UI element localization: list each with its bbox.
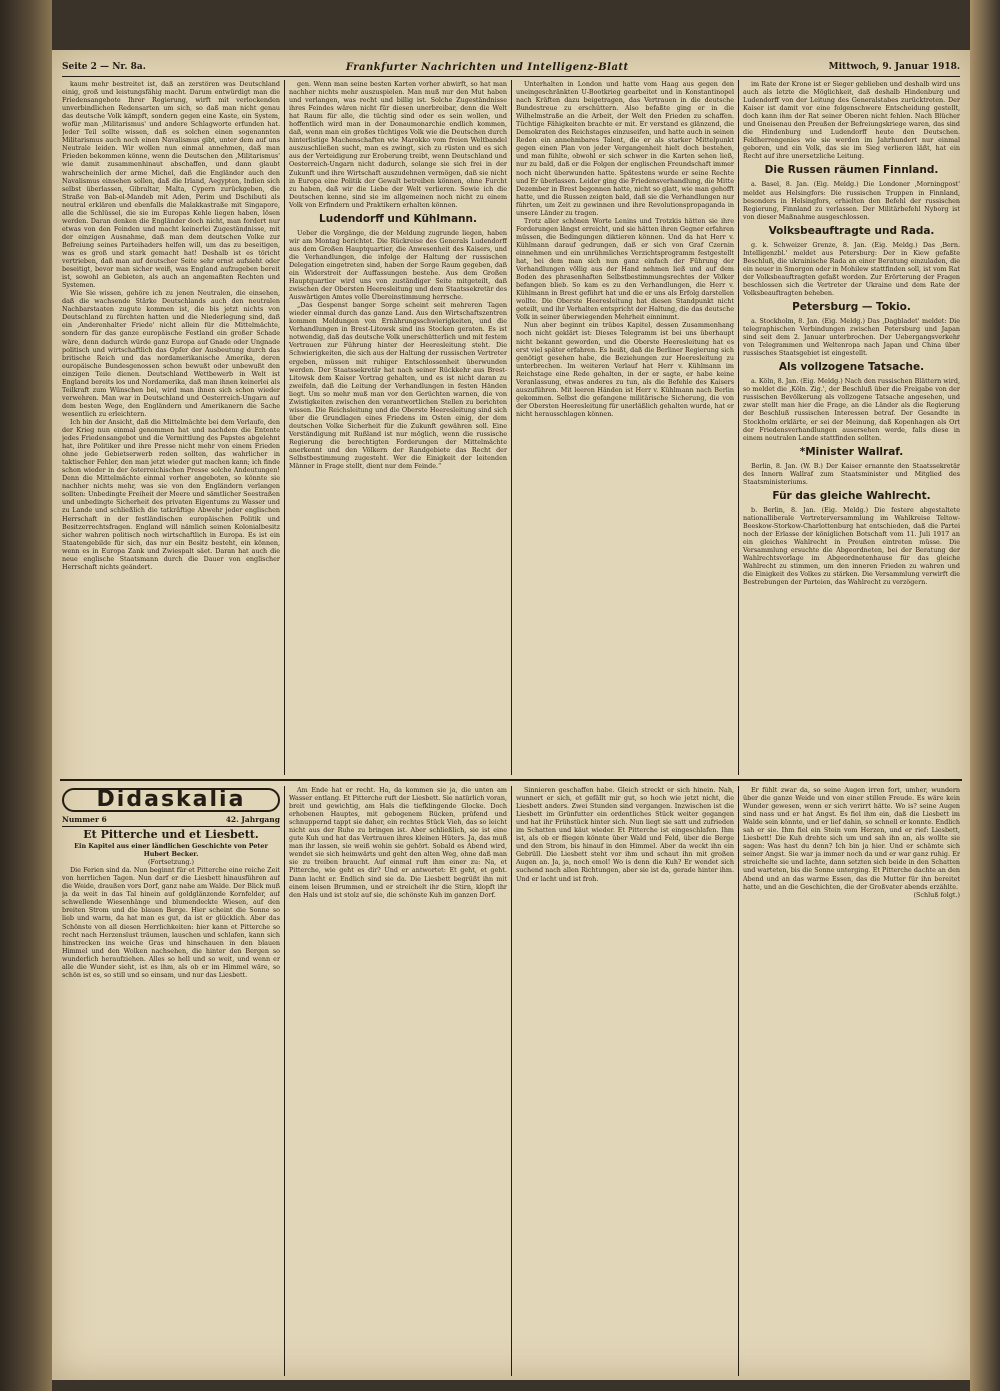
column-divider [284, 786, 285, 1376]
feuilleton-column-2 [289, 786, 507, 1376]
article-heading: Ludendorff und Kühlmann. [319, 212, 477, 225]
feuilleton-year: 42. Jahrgang [225, 815, 280, 825]
column-1 [62, 80, 280, 775]
story-paragraph: Am Ende hat er recht. Ha, da kommen sie ja, die unten am Wasser entlang. Et Pitterche ruft der Liesbett. Sie natürlich voran, breit und gewichtig, am Hals die tiefklingende Glocke. Doch erhobenen Hauptes, mit gebogenem Rücken, prüfend und schnuppernd tappt sie daher, ein rechtes Stück Vieh, das so leicht nicht aus der Ruhe zu bringen ist. Aber schließlich, sie ist eine gute Kuh und hat das Vertrauen ihres kleinen Hüters. Ja, das muß man ihr lassen, sie weiß wohin sie gehört. Sobald es Abend wird, wendet sie sich heimwärts und geht den alten Weg, ohne daß man sie zu treiben braucht. Auf einmal ruft ihm einer zu: Na, et Pitterche, wie geht es dir? Und er antwortet: Et geht, et geht. Dann lacht er. Endlich sind sie da. Die Liesbett begrüßt ihn mit einem leisen Brummen, und er streichelt ihr die Stirn, klopft ihr den Hals und ist stolz auf sie, die schönste Kuh im ganzen Dorf. [289, 786, 507, 899]
column-3-paragraph: Nun aber beginnt ein trübes Kapitel, dessen Zusammenhang noch nicht geklärt ist: Dieses Telegramm ist bei uns überhaupt nicht bekannt geworden, und die Oberste Heeresleitung hat es erst viel später erfahren. Es heißt, daß die Berliner Regierung sich genötigt gesehen habe, die Beziehungen zur Heeresleitung zu unterbrechen. Im weiteren Verlauf hat Herr v. Kühlmann im Reichstage eine Rede gehalten, in der er sagte, er habe keine Veranlassung, etwas anderes zu tun, als die Befehle des Kaisers auszuführen. Mit leeren Händen ist Herr v. Kühlmann nach Berlin gekommen. Selbst die gefangene militärische Sicherung, die von der Obersten Heeresleitung für unerläßlich gehalten wurde, hat er nicht herausschlagen können. [516, 321, 734, 418]
binding-edge [0, 0, 52, 1391]
column-3-paragraph: Unterhalten in London und hatte vom Haag aus gegen den uneingeschränkten U-Bootkrieg gearbeitet und in Konstantinopel nach Kräften dazu beigetragen, das Vertrauen in die deutsche Bundestreue zu erschüttern. Also befaßte ging er in die Wilhelmstraße an die Arbeit, der Welt den Frieden zu schaffen. Tüchtige Fähigkeiten brachte er mit. Er verstand es glänzend, die Demokraten des Reichstages einzuseifen, und hatte auch in seinen Reden ein annehmbares Talent, die er als starker Mittelpunkt gegen einen Plan von jeder Vergangenheit hielt doch bestehen, und man fühlte, obwohl er sich schwer in die Karten sehen ließ, nur zu bald, daß er die Folgen der englischen Freundschaft immer noch nicht überwunden hatte. Spätestens wurde er seine Rechte und Er überlassen. Leider ging die Friedensverhandlung, die Mitte Dezember in Brest begonnen hatte, nicht so glatt, wie man gehofft hatte, und die Russen zeigten bald, daß sie die Verhandlungen nur führten, um Zeit zu gewinnen und ihre Revolutionspropaganda in unsere Länder zu tragen. [516, 80, 734, 217]
newspaper-title: Frankfurter Nachrichten und Intelligenz-Blatt [345, 61, 629, 73]
news-heading: Die Russen räumen Finnland. [764, 164, 939, 177]
column-divider [738, 786, 739, 1376]
column-1-paragraph: kaum mehr bestreitet ist, daß an zerstören was Deutschland einig, groß und leistungsfähig macht. Darum entwürdigt man die Friedensangebote Ihrer Regierung, wirft mit verlockenden unverbindlichen Redensarten um sich, so daß man nicht genau das deutsche Volk kämpft, sondern gegen eine Kaste, ein System, wofür man ‚Militarismus' und andere Schlagworte erfunden hat. Jeder Teil sollte wissen, daß es solchen einen sogenannten Militarismus auch noch einen Navalismus gibt, unter dem auf uns Neutrale leiden. Wir wollen nun einmal annehmen, daß man Frieden bekommen könne, wenn die Deutschen den ‚Militarismus' wie damit zusammenhinaut abschaffen, und dann glaubt wahrscheinlich der arme Michel, daß die Engländer auch den Navalismus einsehen sollen, daß die Irland, Aegypten, Indien sich selbst überlassen, Gibraltar, Malta, Cypern zurückgeben, die Straße von Bab-el-Mandeb mit Aden, Perim und Dschibuti als neutral erklären und ebenfalls die Malakkastraße mit Singapore, alle die Schlüssel, die sie im Europas Kehle liegen haben, lösen werden. Daran denken die Engländer doch nicht, man fordert nur etwas von den Feinden und macht keinerlei Zugeständnisse, mit der einzigen Ausnahme, daß man dem deutschen Volke zur Befreiung seines Parteihaders helfen will, um das zu beseitigen, was es groß und stark gemacht hat! Deshalb ist es töricht vertrieben, daß man auf deutscher Seite sehr ernst aufsieht oder beseitigt, bevor man sicher weiß, was England aufzugeben bereit ist, sowohl an Gebieten, als auch an angemaßten Rechten und Systemen. [62, 80, 280, 290]
issue-date: Mittwoch, 9. Januar 1918. [828, 62, 960, 72]
column-divider [511, 80, 512, 775]
news-heading: Als vollzogene Tatsache. [778, 361, 925, 374]
column-3-paragraph: Trotz aller schönen Worte Lenins und Trotzkis hätten sie ihre Forderungen längst erreicht, und sie hätten ihren Gegner erfahren müssen, die Bedingungen diktieren können. Und da hat Herr v. Kühlmann darauf gedrungen, daß er sich von Graf Czernin einnehmen und ein unrühmliches Verzichtsprogramm festgestellt hat, bei dem man sich nun ganz einfach der Führung der Verhandlungen völlig aus der Hand nehmen ließ und auf dem Boden des phrasenhaften Selbstbestimmungsrechtes der Völker befangen blieb. So kam es zu den Verhandlungen, die Herr v. Kühlmann in Brest geführt hat und die er uns als Erfolg darstellen wollte. Die Oberste Heeresleitung hat diesen Standpunkt nicht geteilt, und ihr Verhalten entspricht der Haltung, die das deutsche Volk in seiner überwiegenden Mehrheit einnimmt. [516, 216, 734, 322]
column-2 [289, 80, 507, 775]
feuilleton-number: Nummer 6 [62, 815, 107, 825]
column-divider [738, 80, 739, 775]
news-item: a. Köln, 8. Jan. (Eig. Meldg.) Nach den russischen Blättern wird, so meldet die ‚Köln. Zig.', der Beschluß über die Freigabe von der russischen Bevölkerung als vollzogene Tatsache angesehen, und zwar stellt man hier die Frage, an die Länder als die Regierung der Beschluß russischen Interessen betraf. Der Gesandte in Stockholm erklärte, er sei der Meinung, daß Kopenhagen als Ort der Friedensverhandlungen ausersehen werde, falls diese in einem neutralen Lande stattfinden sollten. [743, 377, 960, 442]
feuilleton-column-1 [62, 786, 280, 1376]
story-continuation-note: (Fortsetzung.) [148, 858, 194, 867]
feuilleton-column-4 [743, 786, 960, 1376]
feuilleton-masthead: Didaskalia [62, 788, 280, 812]
story-paragraph: Die Ferien sind da. Nun beginnt für et Pitterche eine reiche Zeit von herrlichen Tagen. Nun darf er die Liesbett hinausführen auf die Weide, draußen vors Dorf, ganz nahe am Walde. Der Blick muß ja da weit in das Tal hinein auf goldglänzende Kornfelder, auf schwellende Wiesenhänge und blumendeckte Wiesen, auf den breiten Strom und die blauen Berge. Hier scheint die Sonne so lieb und warm, da hat man es gut, da ist er glücklich. Aber das Schönste von all diesen Herrlichkeiten: hier kann et Pitterche so recht nach Herzenslust träumen, lauschen und schlafen, kann sich hinstrecken ins weiche Gras und hinschauen in den blauen Himmel und den Wolken nachsehen, die hinter den Bergen so wunderlich heraufziehen. Alles so hell und so weit, und wenn er alle die Wunder sieht, ist es ihm, als ob er im Himmel wäre, so schön ist es, so still und so einsam, und nur das Liesbett. [62, 866, 280, 979]
column-1-paragraph: Ich bin der Ansicht, daß die Mittelmächte bei dem Verlaufe, den der Krieg nun einmal genommen hat und nachdem die Entente jedes Friedensangebot und die Vermittlung des Papstes abgelehnt hat, ihre Politiker und ihre Presse nicht mehr von einem Frieden ohne jede Gebietserwerb reden sollten, das wahrlicher in taktischer Fehler, den man jetzt wieder gut machen kann; ich finde schon wieder in der österreichischen Presse solche Andeutungen! Denn die Mittelmächte einmal vorher angeboten, so könnte sie nachher nichts mehr, was sie von den Engländern verlangen sollten: Unbedingte Freiheit der Meere und sämtlicher Seestraßen und unbedingte Sicherheit des privaten Eigentums zu Wasser und zu Lande und schließlich die tatkräftige Abwehr jeder englischen Herrschaft in der festländischen europäischen Politik und Besitzerrechtsfragen. England will nämlich seinen Kolonialbesitz sicher wahren politisch noch wirtschaftlich in Europa. Es ist ein Staatengebilde für sich, das nur ein Besitz besteht, ein können, wenn es in Europa Zank und Zwiespalt säet. Daran hat auch die neue englische Staatsmann durch die Dauer von englischer Herrschaft nichts geändert. [62, 417, 280, 571]
news-heading: Für das gleiche Wahlrecht. [772, 489, 931, 502]
news-heading: *Minister Wallraf. [799, 445, 904, 458]
feuilleton-column-3 [516, 786, 734, 1376]
column-3 [516, 80, 734, 775]
story-title: Et Pitterche und et Liesbett. [83, 828, 259, 842]
column-4 [743, 80, 960, 775]
column-2-paragraph: gen. Wenn man seine besten Karten vorher abwirft, so hat man nachher nichts mehr auszuspielen. Man muß nur den Mut haben und verlangen, was recht und billig ist. Solche Zugeständnisse ihres Feindes wären nicht für diesen unerbreibar, denn die Welt hat Raum für alle, die tüchtig sind oder es sein wollen, und hoffentlich wird man in der Donaumonarchie endlich kommen, daß, wenn man ein großes tüchtiges Volk wie die Deutschen durch hinterlistige Machenschaften wie Marokko vom freien Weltbandel auszuschließen sucht, man es zwingt, sich zu rüsten und es sich aus der Verteidigung zur Eroberung treibt, wenn Deutschland und Oesterreich-Ungarn nicht dadurch, solange sie sich frei in der Zukunft und ihre Wirtschaft auszudehnen vermögen, daß sie nicht in Europa eine Politik der Gewalt betreiben können, ohne Furcht zu haben, daß wir die Liebe der Welt verlieren. Sowie ich die Deutschen kenne, sind sie im allgemeinen noch nicht zu einem Volk von Erfindern und Praktikern erhalten können. [289, 80, 507, 209]
news-item: a. Basel, 8. Jan. (Eig. Meldg.) Die Londoner ‚Morningpost' meldet aus Helsingfors: Die russischen Truppen in Finnland, besonders in Helsingfors, erhielten den Befehl der russischen Regierung, Finnland zu verlassen. Der Militärbefehl Nyborg ist von dieser Maßnahme ausgeschlossen. [743, 180, 960, 221]
newspaper-page [52, 50, 970, 1380]
column-2-paragraph: Ueber die Vorgänge, die der Meldung zugrunde liegen, haben wir am Montag berichtet. Die Rückreise des Generals Ludendorff aus dem Großen Hauptquartier, die Anwesenheit des Kaisers, und die Verhandlungen, die infolge der Haltung der russischen Delegation eingetreten sind, haben der Sorge Raum gegeben, daß ein Widerstreit der Auffassungen bestehe. Aus dem Großen Hauptquartier wird uns von zuständiger Seite mitgeteilt, daß zwischen der Obersten Heeresleitung und dem Staatssekretär des Auswärtigen Amtes volle Übereinstimmung herrsche. [289, 228, 507, 302]
news-item: b. Berlin, 8. Jan. (Eig. Meldg.) Die festere abgestaltete nationalliberale Vertreterversammlung im Wahlkreise Teltow-Beeskow-Storkow-Charlottenburg hat entschieden, daß die Partei noch der Erlasse der königlichen Botschaft vom 11. Juli 1917 an ein gleiches Wahlrecht in Preußen eintreten müsse. Die Versammlung ersuchte die Abgeordneten, bei der Beratung der Wahlrechtsvorlage im Abgeordnetenhause für das gleiche Wahlrecht zu stimmen, um den inneren Frieden zu wahren und die Einigkeit des Volkes zu stärken. Die Versammlung verwirft die Bestrebungen der Parteien, das Wahlrecht zu verzögern. [743, 505, 960, 587]
story-paragraph: Er fühlt zwar da, so seine Augen irren fort, umher, wundern über die ganze Weide und von einer stillen Freude. Es wäre kein Wunder gewesen, wenn er sich verirrt hätte. Wo is? seine Augen sind nass und er hat Angst. Es fiel ihm ein, daß die Liesbett im Walde sein könnte, und er lief dahin, so schnell er konnte. Endlich sah er sie. Ihm fiel ein Stein vom Herzen, und er rief: Liesbett, Liesbett! Die Kuh drehte sich um und sah ihn an, als wollte sie sagen: Was hast du denn? Ich bin ja hier. Und er schämte sich seiner Angst. Sie war ja immer noch da und er war ganz ruhig. Er streichelte sie und lachte, dann setzten sich beide in den Schatten und warteten, bis die Sonne unterging. Et Pitterche dachte an den Abend und an das warme Essen, das die Mutter für ihn bereitet hatte, und an die Geschichten, die der Großvater abends erzählte. [743, 786, 960, 891]
story-paragraph: Sinnieren geschaffen habe. Gleich streckt er sich hinein. Nah, wunnert er sich, et gefällt mir gut, so hoch wie jetzt nicht, die Liesbett anders. Zwei Stunden sind vergangen. Inzwischen ist die Liesbett im Grünfutter ein ordentliches Stück weiter gegangen und hat ihr Frühstück hinter sich. Nun liegt sie satt und zufrieden im Schatten und käut wieder. Et Pitterche ist eingeschlafen. Ihm ist, als ob er fliegen könnte über Wald und Feld, über die Berge und den Strom, bis hinauf in den Himmel. Aber da weckt ihn ein Gebrüll. Die Liesbett steht vor ihm und schaut ihn mit großen Augen an. Ja, ja, noch emol! Wo is denn die Kuh? Er wendet sich suchend nach allen Richtungen, aber sie ist da, gerade hinter ihm. Und er lacht und ist froh. [516, 786, 734, 883]
page-number: Seite 2 — Nr. 8a. [62, 62, 146, 72]
news-item: Berlin, 8. Jan. (W. B.) Der Kaiser ernannte den Staatssekretär des Innern Wallraf zum Staatsminister und Mitglied des Staatsministeriums. [743, 461, 960, 486]
column-divider [284, 80, 285, 775]
feuilleton-divider [60, 779, 962, 781]
feuilleton-issue-line [62, 816, 280, 827]
news-heading: Petersburg — Tokio. [792, 301, 911, 314]
right-edge [970, 0, 1000, 1391]
news-item: a. Stockholm, 8. Jan. (Eig. Meldg.) Das ‚Dagbladet' meldet: Die telegraphischen Verbindungen zwischen Petersburg und Japan sind seit dem 2. Januar unterbrochen. Der Uebergangsverkehr von Telegrammen und Weltenropa nach Japan und China über russisches Staatsgebiet ist eingestellt. [743, 317, 960, 358]
column-2-paragraph: „Das Gespenst banger Sorge scheint seit mehreren Tagen wieder einmal durch das ganze Land. Aus den Wirtschaftszentren kommen Meldungen von Ernährungsschwierigkeiten, und die Verhandlungen in Brest-Litowsk sind ins Stocken geraten. Es ist notwendig, daß das deutsche Volk unerschütterlich und mit festem Vertrauen zur Führung hinter der Heeresleitung steht. Die Schwierigkeiten, die sich aus der Haltung der russischen Vertreter ergeben, müssen mit ruhiger Entschlossenheit überwunden werden. Der Staatssekretär hat nach seiner Rückkehr aus Brest-Litowsk dem Kaiser Vortrag gehalten, und es ist nicht daran zu zweifeln, daß die Leitung der Verhandlungen in festen Händen liegt. Um so mehr muß man vor den Gerüchten warnen, die von Zwistigkeiten zwischen den verantwortlichen Stellen zu berichten wissen. Die Reichsleitung und die Oberste Heeresleitung sind sich über die Grundlagen eines Friedens im Osten einig, der dem deutschen Volke Sicherheit für die Zukunft gewähren soll. Eine Verständigung mit Rußland ist nur möglich, wenn die russische Regierung die berechtigten Forderungen der Mittelmächte anerkennt und den Völkern der Randgebiete das Recht der Selbstbestimmung zugesteht. Wer die Einigkeit der leitenden Männer in Frage stellt, dient nur dem Feinde.“ [289, 301, 507, 471]
column-1-paragraph: Wie Sie wissen, gehöre ich zu jenen Neutralen, die einsehen, daß die wachsende Stärke Deutschlands auch den neutralen Nachbarstaaten zugute kommen ist, die bis jetzt nichts von Deutschland zu fürchten hatten und die Niederlegung sind, daß ein ‚Anderenhalter Friede' nicht allein für die Mittelmächte, sondern für das ganze europäische Festland ein großer Schade wäre, denn dadurch würde ganz Europa auf Gnade oder Ungnade politisch und wirtschaftlich das Opfer der Ausbeutung durch das britische Reich und das nordamerikanische Amerika, deren europäische Bundesgenossen schon bewußt oder unbewußt den einzigen Teile dienen. Deutschland Wettbewerb in Welt ist England bereits los und Nordamerika, daß man ihnen keinerlei als Teilkraft zum Wünschen bei, wird man ihnen sich schon wieder verwehren. Man war in Deutschland und Oesterreich-Ungarn auf dem besten Wege, den Engländern und Amerikanern die Sache wesentlich zu erleichtern. [62, 289, 280, 418]
news-heading: Volksbeauftragte und Rada. [768, 224, 935, 237]
story-subtitle: Ein Kapitel aus einer ländlichen Geschichte von Peter Hubert Becker. [74, 842, 268, 859]
page-header [62, 58, 960, 77]
story-end-note: (Schluß folgt.) [913, 890, 960, 899]
news-item: g. k. Schweizer Grenze, 8. Jan. (Eig. Meldg.) Das ‚Bern. Intelligenzbl.' meldet aus Petersburg: Der in Kiew gefaßte Beschluß, die ukrainische Rada an einer Beratung einzuladen, die ein neuer in Smorgon oder in Mohilew stattfinden soll, ist vom Rat der Volksbeauftragten gefaßt worden. Zur Erörterung der Fragen beschlossen sich die Vertreter der Ukraine und dem Rate der Volksbeauftragten beheben. [743, 240, 960, 297]
column-4-paragraph: im Rate der Krone ist er Sieger geblieben und deshalb wird uns auch als letzte die Möglichkeit, daß deshalb Hindenburg und Ludendorff von der Leitung des Generalstabes zurücktreten. Der Kaiser ist damit vor eine folgenschwere Entscheidung gestellt, doch kann ihm der Rat seiner Oberen nicht fehlen. Nach Blücher und Gneisenau den Preußen der Befreiungskriege waren, das sind die Hindenburg und Ludendorff heute den Deutschen. Feldherrengenies wie sie werden im Jahrhundert nur einmal geboren, und ein Volk, das sie im Sieg verlieren läßt, hat ein Recht auf ihre unersetzliche Leitung. [743, 80, 960, 161]
column-divider [511, 786, 512, 1376]
